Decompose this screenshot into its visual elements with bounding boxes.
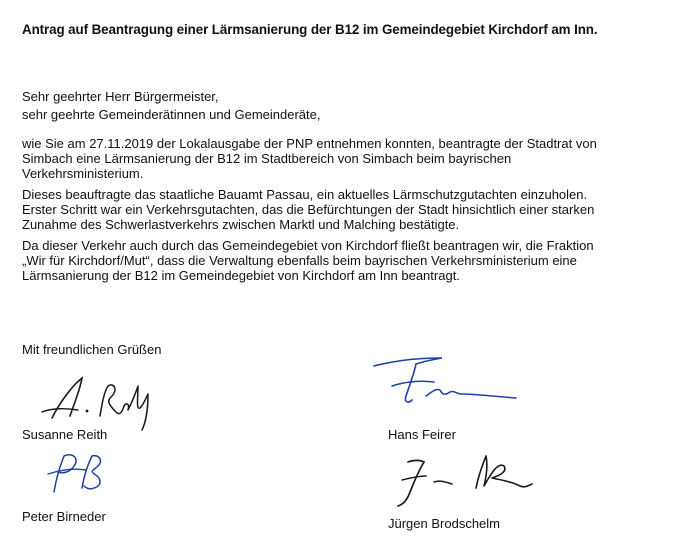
paragraph-2-line-3: Zunahme des Schwerlastverkehrs zwischen Marktl und Malching bestätigte. [22, 217, 460, 232]
signature-brodschelm-image [388, 452, 538, 512]
signature-birneder-image [40, 450, 120, 500]
signatory-name-reith: Susanne Reith [22, 427, 108, 442]
paragraph-1-line-2: Simbach eine Lärmsanierung der B12 im Stadtbereich von Simbach beim bayrischen [22, 151, 512, 166]
salutation-line-1: Sehr geehrter Herr Bürgermeister, [22, 89, 219, 104]
signatory-name-brodschelm: Jürgen Brodschelm [388, 516, 500, 531]
paragraph-2-line-1: Dieses beauftragte das staatliche Bauamt Passau, ein aktuelles Lärmschutzgutachten einzuholen. [22, 187, 588, 202]
paragraph-3-line-3: Lärmsanierung der B12 im Gemeindegebiet von Kirchdorf am Inn beantragt. [22, 268, 460, 283]
closing-line: Mit freundlichen Grüßen [22, 342, 162, 357]
paragraph-1-line-1: wie Sie am 27.11.2019 der Lokalausgabe der PNP entnehmen konnten, beantragte der Stadtrat von [22, 136, 597, 151]
signature-reith-image [30, 372, 160, 432]
paragraph-1-line-3: Verkehrsministerium. [22, 166, 144, 181]
document-title: Antrag auf Beantragung einer Lärmsanierung der B12 im Gemeindegebiet Kirchdorf am Inn. [22, 22, 598, 37]
signature-feirer-image [370, 352, 520, 412]
signatory-name-birneder: Peter Birneder [22, 509, 106, 524]
signatory-name-feirer: Hans Feirer [388, 427, 456, 442]
salutation-line-2: sehr geehrte Gemeinderätinnen und Gemeinderäte, [22, 107, 321, 122]
paragraph-3-line-1: Da dieser Verkehr auch durch das Gemeindegebiet von Kirchdorf fließt beantragen wir, die Fraktion [22, 238, 594, 253]
paragraph-2-line-2: Erster Schritt war ein Verkehrsgutachten, das die Befürchtungen der Stadt hinsichtlich einer starken [22, 202, 595, 217]
paragraph-3-line-2: „Wir für Kirchdorf/Mut“, dass die Verwaltung ebenfalls beim bayrischen Verkehrsministerium eine [22, 253, 577, 268]
